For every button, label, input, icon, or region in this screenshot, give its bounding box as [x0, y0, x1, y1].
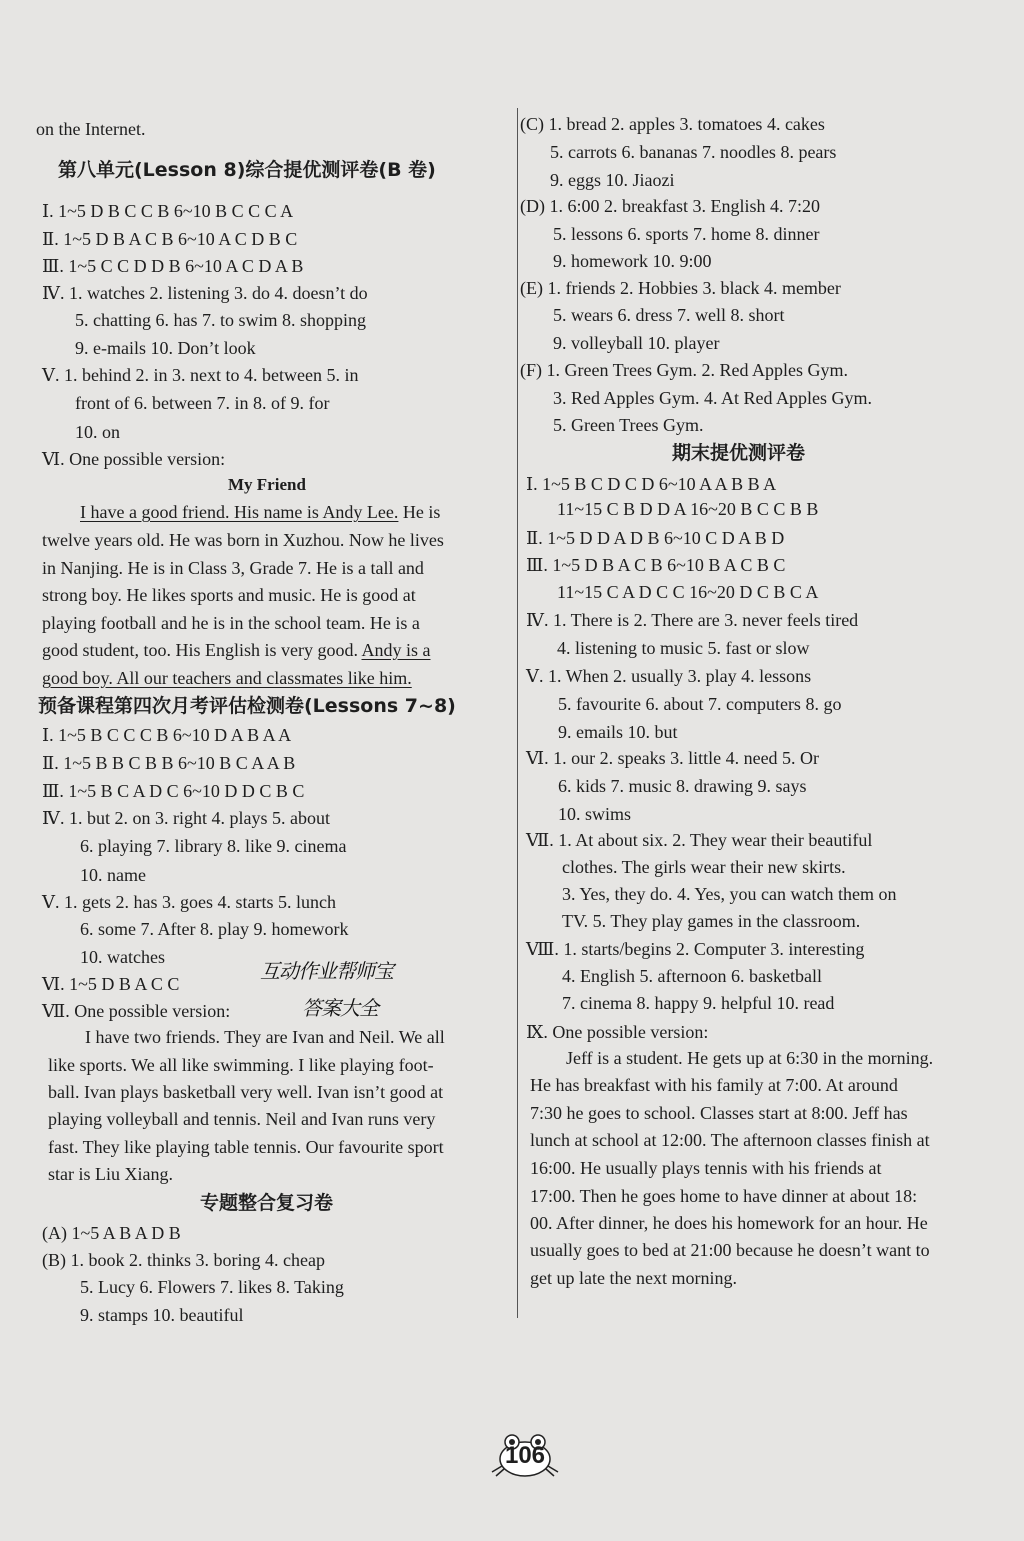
answer-line: Ⅱ. 1~5 D B A C B 6~10 A C D B C: [42, 229, 298, 249]
essay-line: usually goes to bed at 21:00 because he doesn’t want to: [530, 1240, 930, 1260]
answer-line: 10. on: [75, 422, 120, 442]
answer-line: 10. swims: [558, 804, 632, 824]
answer-line: Ⅴ. 1. When 2. usually 3. play 4. lessons: [526, 666, 812, 686]
essay-line: 7:30 he goes to school. Classes start at 8:00. Jeff has: [530, 1103, 908, 1123]
answer-line: Ⅱ. 1~5 D D A D B 6~10 C D A B D: [526, 528, 785, 548]
answer-line: Ⅵ. One possible version:: [42, 449, 226, 469]
essay-line: I have a good friend. His name is Andy Lee. He is: [80, 502, 441, 522]
underlined-sentence: good boy. All our teachers and classmates like him.: [42, 668, 412, 688]
essay-line: ball. Ivan plays basketball very well. Ivan isn’t good at: [48, 1082, 444, 1102]
answer-line: Ⅸ. One possible version:: [526, 1022, 709, 1042]
answer-line: 9. volleyball 10. player: [553, 333, 720, 353]
essay-line: 16:00. He usually plays tennis with his friends at: [530, 1158, 882, 1178]
answer-line: 5. favourite 6. about 7. computers 8. go: [558, 694, 842, 714]
answer-line: Ⅳ. 1. There is 2. There are 3. never feels tired: [526, 610, 859, 630]
answer-line: 5. Lucy 6. Flowers 7. likes 8. Taking: [80, 1277, 344, 1297]
answer-line: clothes. The girls wear their new skirts.: [562, 857, 846, 877]
answer-line: 5. wears 6. dress 7. well 8. short: [553, 305, 785, 325]
essay-title: My Friend: [228, 475, 306, 494]
answer-line: Ⅳ. 1. watches 2. listening 3. do 4. doesn’t do: [42, 283, 368, 303]
underlined-sentence: I have a good friend. His name is Andy Lee.: [80, 502, 399, 522]
answer-line: Ⅲ. 1~5 B C A D C 6~10 D D C B C: [42, 781, 305, 801]
column-divider: [517, 108, 518, 1318]
essay-line: Jeff is a student. He gets up at 6:30 in the morning.: [566, 1048, 934, 1068]
answer-line: 5. lessons 6. sports 7. home 8. dinner: [553, 224, 820, 244]
answer-line: 6. kids 7. music 8. drawing 9. says: [558, 776, 807, 796]
section-title-unit8: 第八单元(Lesson 8)综合提优测评卷(B 卷): [58, 159, 436, 181]
essay-line: get up late the next morning.: [530, 1268, 737, 1288]
answer-line: Ⅶ. One possible version:: [42, 1001, 231, 1021]
answer-line: 4. English 5. afternoon 6. basketball: [562, 966, 822, 986]
answer-line: (C) 1. bread 2. apples 3. tomatoes 4. cakes: [520, 114, 825, 134]
essay-line: lunch at school at 12:00. The afternoon classes finish at: [530, 1130, 930, 1150]
essay-line: star is Liu Xiang.: [48, 1164, 173, 1184]
answer-line: (E) 1. friends 2. Hobbies 3. black 4. member: [520, 278, 841, 298]
answer-line: 10. watches: [80, 947, 165, 967]
answer-line: Ⅲ. 1~5 C C D D B 6~10 A C D A B: [42, 256, 304, 276]
intro-line: on the Internet.: [36, 119, 146, 139]
answer-line: front of 6. between 7. in 8. of 9. for: [75, 393, 330, 413]
answer-line: 11~15 C B D D A 16~20 B C C B B: [557, 499, 819, 519]
answer-line: 10. name: [80, 865, 146, 885]
answer-line: 3. Yes, they do. 4. Yes, you can watch them on: [562, 884, 897, 904]
handwritten-note: 答案大全: [302, 996, 378, 1020]
answer-line: Ⅵ. 1~5 D B A C C: [42, 974, 180, 994]
section-title-final: 期末提优测评卷: [672, 442, 806, 464]
handwritten-note: 互动作业帮师宝: [260, 959, 393, 983]
essay-line: like sports. We all like swimming. I like playing foot-: [48, 1055, 434, 1075]
answer-line: 9. homework 10. 9:00: [553, 251, 712, 271]
section-title-review: 专题整合复习卷: [200, 1192, 334, 1214]
answer-line: 6. some 7. After 8. play 9. homework: [80, 919, 349, 939]
answer-line: Ⅱ. 1~5 B B C B B 6~10 B C A A B: [42, 753, 296, 773]
essay-line: I have two friends. They are Ivan and Neil. We all: [85, 1027, 445, 1047]
answer-line: 9. emails 10. but: [558, 722, 678, 742]
answer-line: Ⅰ. 1~5 D B C C B 6~10 B C C C A: [42, 201, 294, 221]
answer-line: 3. Red Apples Gym. 4. At Red Apples Gym.: [553, 388, 872, 408]
answer-line: (D) 1. 6:00 2. breakfast 3. English 4. 7:20: [520, 196, 820, 216]
essay-line: playing football and he is in the school team. He is a: [42, 613, 420, 633]
answer-line: Ⅷ. 1. starts/begins 2. Computer 3. interesting: [526, 939, 865, 959]
section-title-monthly-test: 预备课程第四次月考评估检测卷(Lessons 7~8): [38, 695, 456, 717]
answer-line: Ⅳ. 1. but 2. on 3. right 4. plays 5. about: [42, 808, 330, 828]
answer-line: 9. e-mails 10. Don’t look: [75, 338, 256, 358]
answer-line: 9. stamps 10. beautiful: [80, 1305, 244, 1325]
essay-line: 17:00. Then he goes home to have dinner at about 18:: [530, 1186, 918, 1206]
answer-line: 6. playing 7. library 8. like 9. cinema: [80, 836, 347, 856]
essay-line: twelve years old. He was born in Xuzhou. Now he lives: [42, 530, 444, 550]
essay-line: strong boy. He likes sports and music. He is good at: [42, 585, 416, 605]
underlined-sentence: Andy is a: [361, 640, 431, 660]
answer-line: Ⅲ. 1~5 D B A C B 6~10 B A C B C: [526, 555, 786, 575]
answer-line: 7. cinema 8. happy 9. helpful 10. read: [562, 993, 835, 1013]
answer-line: Ⅰ. 1~5 B C C C B 6~10 D A B A A: [42, 725, 292, 745]
answer-line: Ⅰ. 1~5 B C D C D 6~10 A A B B A: [526, 474, 777, 494]
essay-line: He has breakfast with his family at 7:00. At around: [530, 1075, 898, 1095]
essay-line: 00. After dinner, he does his homework for an hour. He: [530, 1213, 928, 1233]
answer-line: Ⅶ. 1. At about six. 2. They wear their beautiful: [526, 830, 873, 850]
answer-line: 4. listening to music 5. fast or slow: [557, 638, 810, 658]
answer-line: 5. carrots 6. bananas 7. noodles 8. pears: [550, 142, 837, 162]
essay-line: good student, too. His English is very good. Andy is a: [42, 640, 431, 660]
essay-line: fast. They like playing table tennis. Our favourite sport: [48, 1137, 444, 1157]
answer-line: (B) 1. book 2. thinks 3. boring 4. cheap: [42, 1250, 325, 1270]
answer-line: TV. 5. They play games in the classroom.: [562, 911, 861, 931]
answer-line: (A) 1~5 A B A D B: [42, 1223, 181, 1243]
answer-line: (F) 1. Green Trees Gym. 2. Red Apples Gym.: [520, 360, 848, 380]
essay-line: in Nanjing. He is in Class 3, Grade 7. He is a tall and: [42, 558, 424, 578]
answer-line: 5. Green Trees Gym.: [553, 415, 704, 435]
answer-line: Ⅴ. 1. behind 2. in 3. next to 4. between 5. in: [42, 365, 359, 385]
answer-line: Ⅴ. 1. gets 2. has 3. goes 4. starts 5. lunch: [42, 892, 336, 912]
essay-line: playing volleyball and tennis. Neil and Ivan runs very: [48, 1109, 436, 1129]
page-number-badge: [488, 1432, 562, 1480]
answer-line: 11~15 C A D C C 16~20 D C B C A: [557, 582, 819, 602]
page-number: 106: [504, 1442, 546, 1469]
answer-line: Ⅵ. 1. our 2. speaks 3. little 4. need 5. Or: [526, 748, 820, 768]
answer-line: 5. chatting 6. has 7. to swim 8. shopping: [75, 310, 366, 330]
answer-line: 9. eggs 10. Jiaozi: [550, 170, 675, 190]
essay-line: [42, 666, 412, 690]
